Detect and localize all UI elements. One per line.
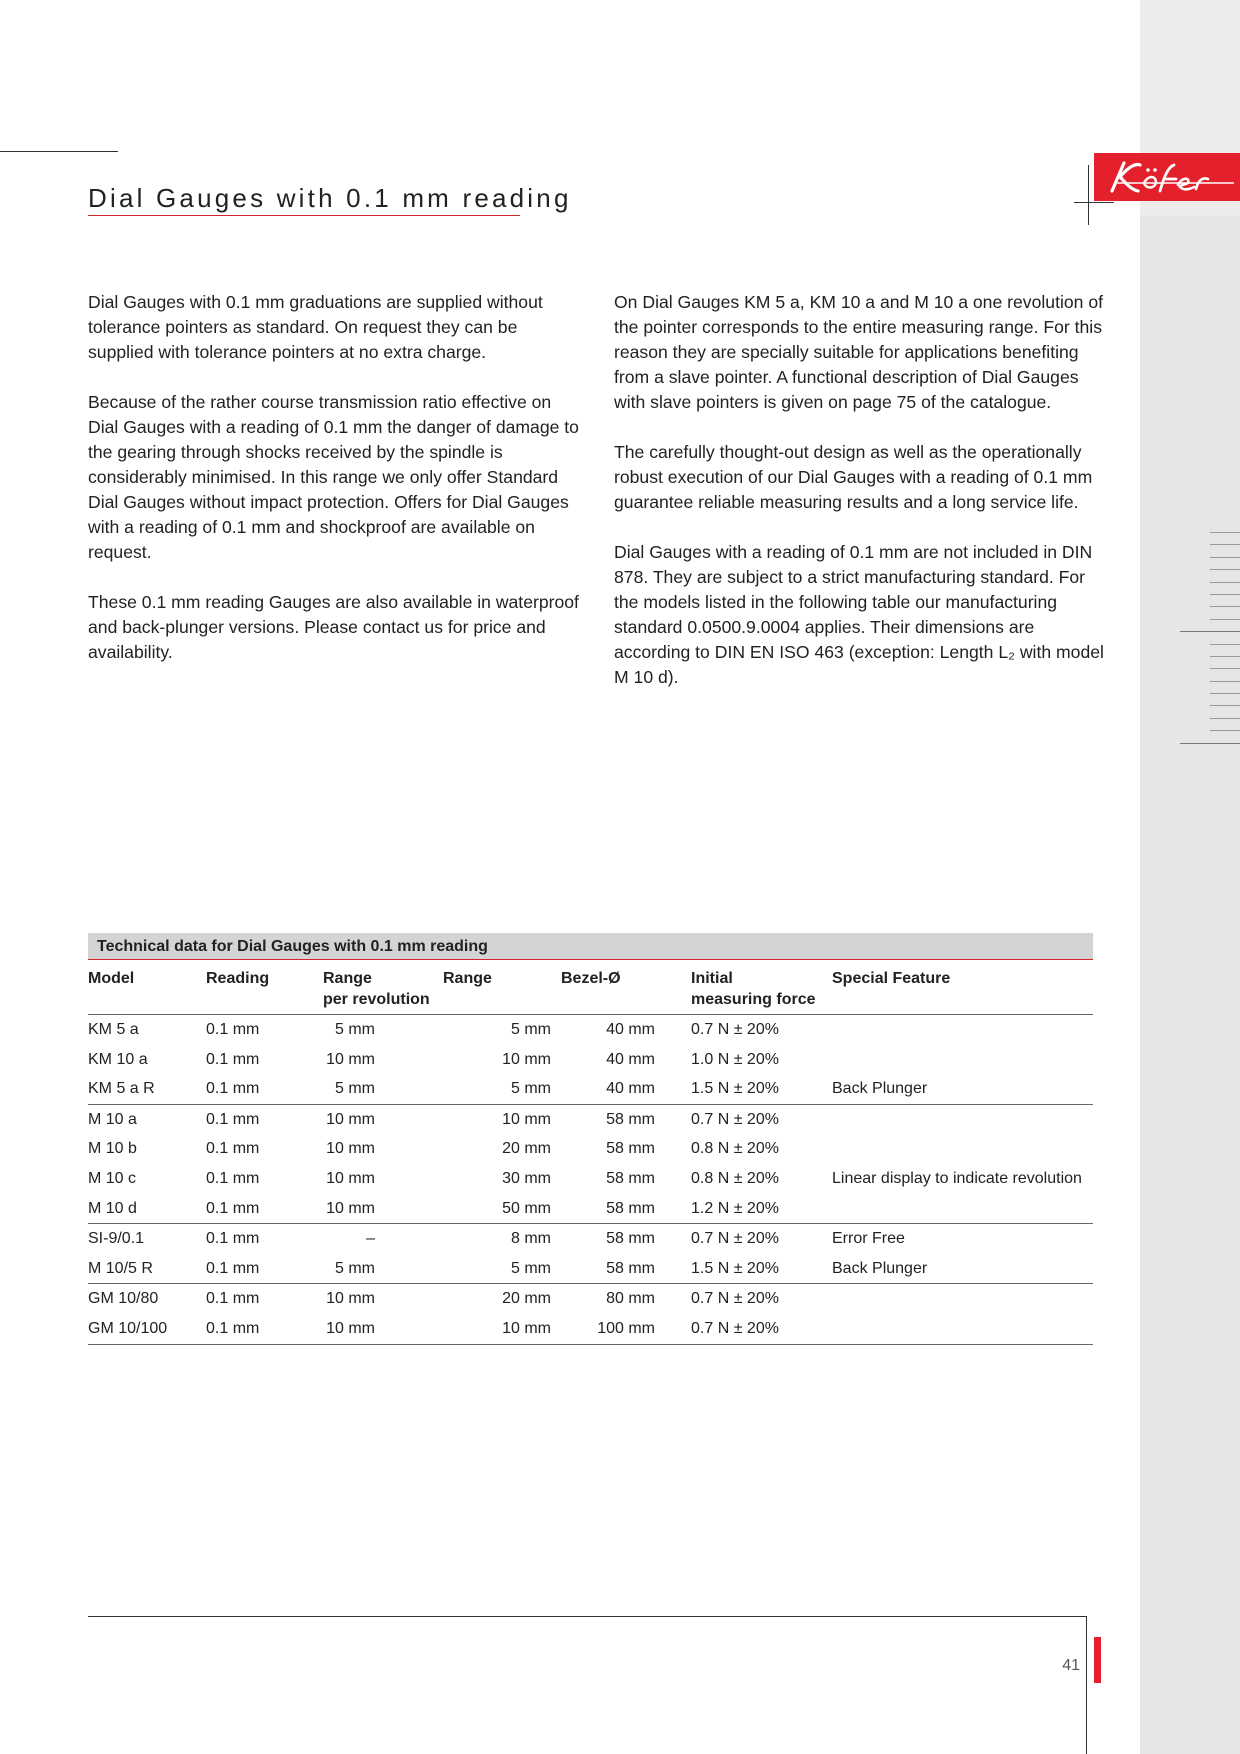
cell-reading: 0.1 mm [206,1290,260,1308]
tick-mark [1210,705,1240,706]
table-row [88,1015,1093,1045]
header-measuring-force-line2: measuring force [691,991,816,1008]
cell-range: 5 mm [443,1074,561,1104]
cell-bezel: 58 mm [606,1110,655,1128]
table-row [88,1074,1093,1104]
header-range-per-revolution-line2: per revolution [323,991,430,1008]
cell-measuring-force: 1.0 N ± 20% [691,1050,779,1068]
cell-bezel: 58 mm [606,1140,655,1158]
header-range-per-revolution [323,960,443,1015]
header-special-feature: Special Feature [832,960,1093,1015]
cell-special-feature: Back Plunger [832,1254,1093,1284]
cell-range: 5 mm [443,1254,561,1284]
cell-range-per-revolution: 5 mm [335,1021,375,1038]
footer-vertical-rule [1086,1616,1087,1754]
cell-bezel: 40 mm [606,1021,655,1038]
tick-mark [1210,656,1240,657]
page-marker [1094,1637,1101,1683]
intro-paragraph: The carefully thought-out design as well as the operationally robust execution of our Dial Gauges with a reading of 0.1 mm guarantee reliable measuring results and a long service life. [614,442,1093,512]
tick-mark [1210,668,1240,669]
footer-rule [88,1616,1086,1617]
cell-special-feature [832,1045,1093,1075]
cell-range-per-revolution: – [366,1230,375,1248]
page-title: Dial Gauges with 0.1 mm reading [88,183,572,213]
kaefer-logo-icon [1094,153,1240,201]
cell-reading: 0.1 mm [206,1230,260,1248]
cell-measuring-force: 0.7 N ± 20% [691,1230,779,1248]
table-row [88,1224,1093,1254]
intro-paragraph: Dial Gauges with a reading of 0.1 mm are not included in DIN 878. They are subject to a strict manufacturing standard. For the models listed in the following table our manufacturing standard 0.0500.9.0004 applies. Their dimensions are according to DIN EN ISO 463 (exception: Length L₂ with model M 10 d). [614,542,1104,687]
cell-range-per-revolution: 10 mm [326,1110,375,1128]
cell-model: GM 10/100 [88,1314,206,1344]
tick-mark [1210,644,1240,645]
tick-mark [1210,557,1240,558]
cell-measuring-force: 0.7 N ± 20% [691,1021,779,1038]
cell-model: KM 5 a [88,1021,139,1038]
cell-reading: 0.1 mm [206,1194,323,1224]
cell-reading: 0.1 mm [206,1140,260,1158]
header-reading: Reading [206,960,323,1015]
data-table [88,960,1093,1345]
cell-reading: 0.1 mm [206,1110,260,1128]
title-underline [88,215,520,216]
intro-paragraph: Because of the rather course transmission ratio effective on Dial Gauges with a reading of 0.1 mm the danger of damage to the gearing through shocks received by the spindle is considerably minimised. In this range we only offer Standard Dial Gauges without impact protection. Offers for Dial Gauges with a reading of 0.1 mm and shockproof are available on request. [88,392,579,562]
cell-measuring-force: 0.7 N ± 20% [661,1314,832,1344]
tick-mark-long [1180,631,1240,632]
cell-measuring-force: 0.7 N ± 20% [691,1110,779,1128]
cell-special-feature [832,1104,1093,1134]
registration-mark-vertical [1088,165,1089,225]
cell-model: M 10/5 R [88,1254,206,1284]
cell-range: 10 mm [502,1110,551,1128]
cell-bezel: 80 mm [606,1290,655,1308]
cell-range: 50 mm [443,1194,561,1224]
cell-range-per-revolution: 10 mm [323,1314,443,1344]
cell-special-feature [832,1194,1093,1224]
tick-mark [1210,619,1240,620]
cell-range-per-revolution: 10 mm [326,1169,375,1187]
table-row [88,1104,1093,1134]
intro-right-column [614,290,1106,715]
tick-mark [1210,606,1240,607]
cell-measuring-force: 1.5 N ± 20% [661,1254,832,1284]
cell-special-feature [832,1134,1093,1164]
cell-reading: 0.1 mm [206,1074,323,1104]
cell-special-feature: Back Plunger [832,1074,1093,1104]
cell-range-per-revolution: 10 mm [326,1050,375,1068]
cell-range: 20 mm [502,1140,551,1158]
tick-mark [1210,693,1240,694]
cell-special-feature [832,1314,1093,1344]
cell-measuring-force: 0.7 N ± 20% [691,1290,779,1308]
cell-model: KM 5 a R [88,1074,206,1104]
tick-mark [1210,569,1240,570]
table-body [88,1015,1093,1345]
table-row [88,1314,1093,1344]
table-header-row [88,960,1093,1015]
intro-left-column [88,290,580,690]
cell-special-feature: Error Free [832,1230,905,1248]
table-row [88,1164,1093,1194]
cell-range: 8 mm [511,1230,551,1248]
cell-range-per-revolution: 5 mm [323,1254,443,1284]
cell-measuring-force: 1.5 N ± 20% [661,1074,832,1104]
tick-mark [1210,532,1240,533]
tick-mark [1210,582,1240,583]
cell-range-per-revolution: 10 mm [326,1140,375,1158]
tick-mark [1210,730,1240,731]
cell-range: 10 mm [502,1050,551,1068]
cell-measuring-force: 0.8 N ± 20% [691,1140,779,1158]
cell-range: 20 mm [502,1290,551,1308]
header-range: Range [443,960,561,1015]
cell-model: M 10 d [88,1194,206,1224]
cell-model: M 10 b [88,1140,137,1158]
tick-mark [1210,718,1240,719]
cell-bezel: 58 mm [606,1230,655,1248]
registration-mark-horizontal [1074,202,1114,203]
top-rule [0,151,118,152]
cell-special-feature [832,1284,1093,1314]
header-measuring-force [661,960,832,1015]
intro-paragraph: On Dial Gauges KM 5 a, KM 10 a and M 10 a one revolution of the pointer corresponds to the entire measuring range. For this reason they are specially suitable for applications benefiting from a slave pointer. A functional description of Dial Gauges with slave pointers is given on page 75 of the catalogue. [614,292,1103,412]
table-row [88,1254,1093,1284]
cell-model: M 10 c [88,1169,137,1187]
cell-bezel: 40 mm [606,1050,655,1068]
intro-paragraph: These 0.1 mm reading Gauges are also available in waterproof and back-plunger versions. Please contact us for price and availability. [88,592,579,662]
cell-model: KM 10 a [88,1050,148,1068]
intro-paragraph: Dial Gauges with 0.1 mm graduations are supplied without tolerance pointers as standard. On request they can be supplied with tolerance pointers at no extra charge. [88,292,543,362]
cell-reading: 0.1 mm [206,1021,260,1038]
cell-measuring-force: 0.8 N ± 20% [691,1169,779,1187]
cell-special-feature: Linear display to indicate revolution [832,1169,1082,1187]
cell-range: 10 mm [443,1314,561,1344]
tick-mark [1210,544,1240,545]
cell-bezel: 58 mm [561,1194,661,1224]
tick-mark-long [1180,743,1240,744]
cell-model: M 10 a [88,1110,137,1128]
cell-reading: 0.1 mm [206,1050,260,1068]
header-range-per-revolution-line1: Range [323,970,372,987]
cell-model: SI-9/0.1 [88,1230,145,1248]
page-number: 41 [1062,1657,1080,1674]
cell-special-feature [832,1015,1093,1045]
table-caption: Technical data for Dial Gauges with 0.1 mm reading [88,933,1093,960]
header-model: Model [88,960,206,1015]
cell-bezel: 40 mm [561,1074,661,1104]
table-row [88,1045,1093,1075]
cell-range-per-revolution: 5 mm [323,1074,443,1104]
table-row [88,1134,1093,1164]
cell-reading: 0.1 mm [206,1254,323,1284]
cell-bezel: 58 mm [561,1254,661,1284]
right-margin-strip [1140,216,1240,1754]
brand-logo [1094,153,1240,201]
cell-range: 5 mm [511,1021,551,1038]
tick-mark [1210,681,1240,682]
cell-model: GM 10/80 [88,1290,159,1308]
technical-data-table [88,933,1093,1345]
margin-tick-marks [1210,532,1240,755]
cell-measuring-force: 1.2 N ± 20% [661,1194,832,1224]
tick-mark [1210,594,1240,595]
cell-bezel: 58 mm [606,1169,655,1187]
cell-reading: 0.1 mm [206,1314,323,1344]
table-row [88,1284,1093,1314]
cell-range-per-revolution: 10 mm [323,1194,443,1224]
header-measuring-force-line1: Initial [691,970,733,987]
cell-bezel: 100 mm [561,1314,661,1344]
cell-reading: 0.1 mm [206,1169,260,1187]
header-bezel: Bezel-Ø [561,960,661,1015]
cell-range: 30 mm [502,1169,551,1187]
cell-range-per-revolution: 10 mm [326,1290,375,1308]
table-row [88,1194,1093,1224]
